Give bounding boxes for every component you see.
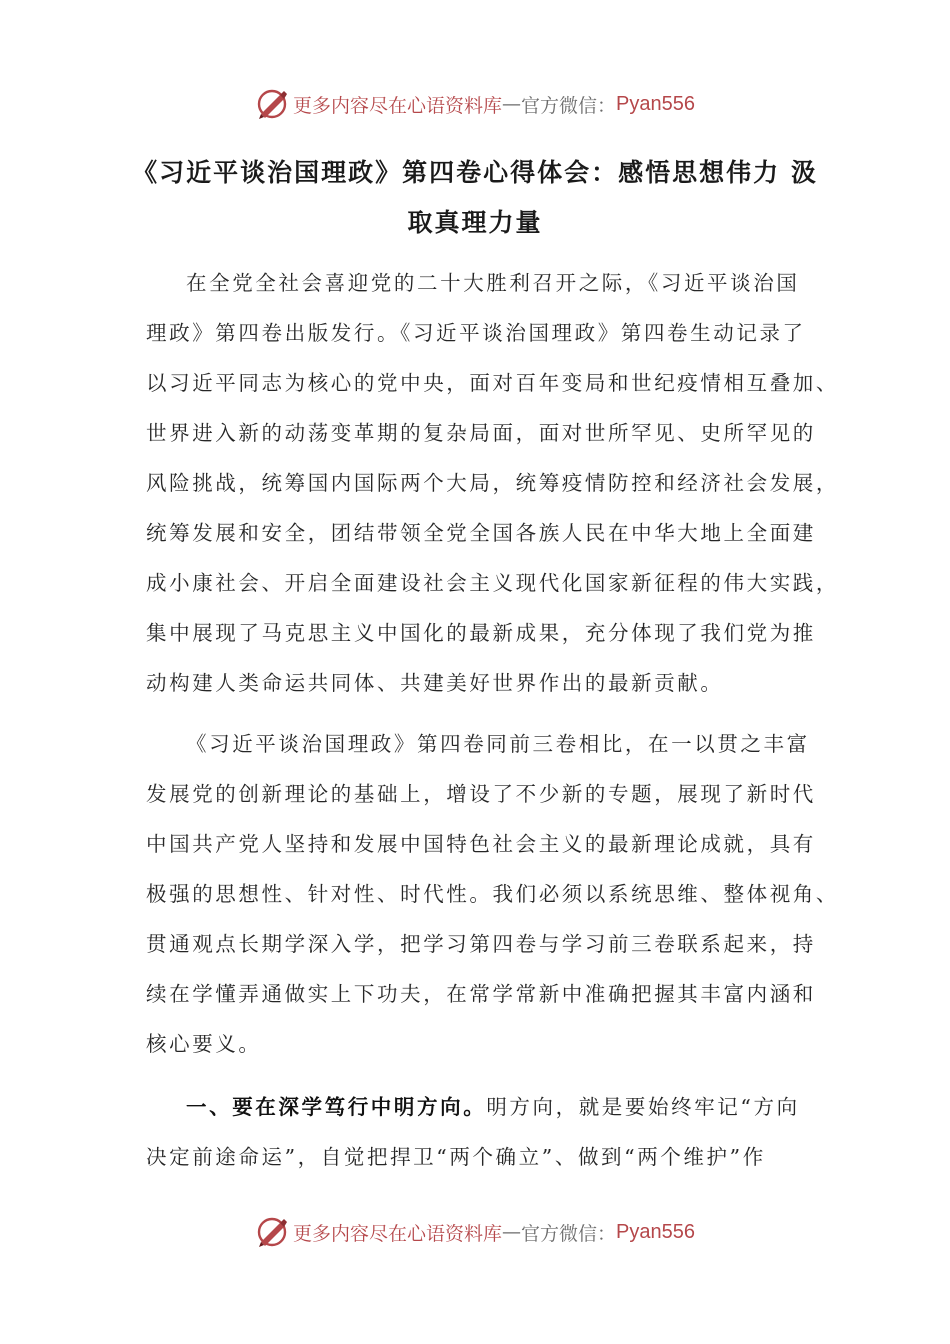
paragraph-1-line-9: 动构建人类命运共同体、共建美好世界作出的最新贡献。	[146, 671, 724, 695]
document-title-line-1: 《习近平谈治国理政》第四卷心得体会：感悟思想伟力 汲	[132, 158, 818, 187]
watermark-header	[0, 84, 950, 124]
paragraph-1-line-7: 成小康社会、开启全面建设社会主义现代化国家新征程的伟大实践，	[146, 571, 839, 595]
pen-logo-icon	[255, 87, 289, 121]
section-1-line-1-text: 明方向，就是要始终牢记“方向	[486, 1095, 800, 1119]
paragraph-2-line-5: 贯通观点长期学深入学，把学习第四卷与学习前三卷联系起来，持	[146, 932, 816, 956]
section-1-heading: 一、要在深学笃行中明方向。	[186, 1095, 487, 1119]
document-title-line-2: 取真理力量	[407, 208, 543, 237]
section-1-line-2: 决定前途命运”，自觉把捍卫“两个确立”、做到“两个维护”作	[146, 1145, 766, 1169]
paragraph-1-line-5: 风险挑战，统筹国内国际两个大局，统筹疫情防控和经济社会发展，	[146, 471, 839, 495]
section-1-line-1	[186, 1097, 800, 1118]
paragraph-1-line-1: 在全党全社会喜迎党的二十大胜利召开之际，《习近平谈治国	[186, 271, 800, 295]
watermark-separator: —	[502, 1221, 522, 1243]
paragraph-1-line-2: 理政》第四卷出版发行。《习近平谈治国理政》第四卷生动记录了	[146, 321, 806, 345]
watermark-wechat-id: Pyan556	[616, 1220, 695, 1243]
watermark-wechat-label: 官方微信：	[521, 94, 617, 117]
paragraph-1-line-4: 世界进入新的动荡变革期的复杂局面，面对世所罕见、史所罕见的	[146, 421, 816, 445]
paragraph-2-line-2: 发展党的创新理论的基础上，增设了不少新的专题，展现了新时代	[146, 782, 816, 806]
pen-logo-icon	[255, 1215, 289, 1249]
paragraph-1-line-6: 统筹发展和安全，团结带领全党全国各族人民在中华大地上全面建	[146, 521, 816, 545]
paragraph-1-line-8: 集中展现了马克思主义中国化的最新成果，充分体现了我们党为推	[146, 621, 816, 645]
watermark-wechat-id: Pyan556	[616, 92, 695, 115]
watermark-site-name: 更多内容尽在心语资料库	[293, 1222, 503, 1245]
watermark-wechat-label: 官方微信：	[521, 1222, 617, 1245]
watermark-footer	[0, 1212, 950, 1252]
paragraph-2-line-4: 极强的思想性、针对性、时代性。我们必须以系统思维、整体视角、	[146, 882, 839, 906]
paragraph-2-line-6: 续在学懂弄通做实上下功夫，在常学常新中准确把握其丰富内涵和	[146, 982, 816, 1006]
watermark-separator: —	[502, 93, 522, 115]
watermark-site-name: 更多内容尽在心语资料库	[293, 94, 503, 117]
paragraph-1-line-3: 以习近平同志为核心的党中央，面对百年变局和世纪疫情相互叠加、	[146, 371, 839, 395]
paragraph-2-line-7: 核心要义。	[146, 1032, 262, 1056]
paragraph-2-line-3: 中国共产党人坚持和发展中国特色社会主义的最新理论成就，具有	[146, 832, 816, 856]
paragraph-2-line-1: 《习近平谈治国理政》第四卷同前三卷相比，在一以贯之丰富	[186, 732, 810, 756]
